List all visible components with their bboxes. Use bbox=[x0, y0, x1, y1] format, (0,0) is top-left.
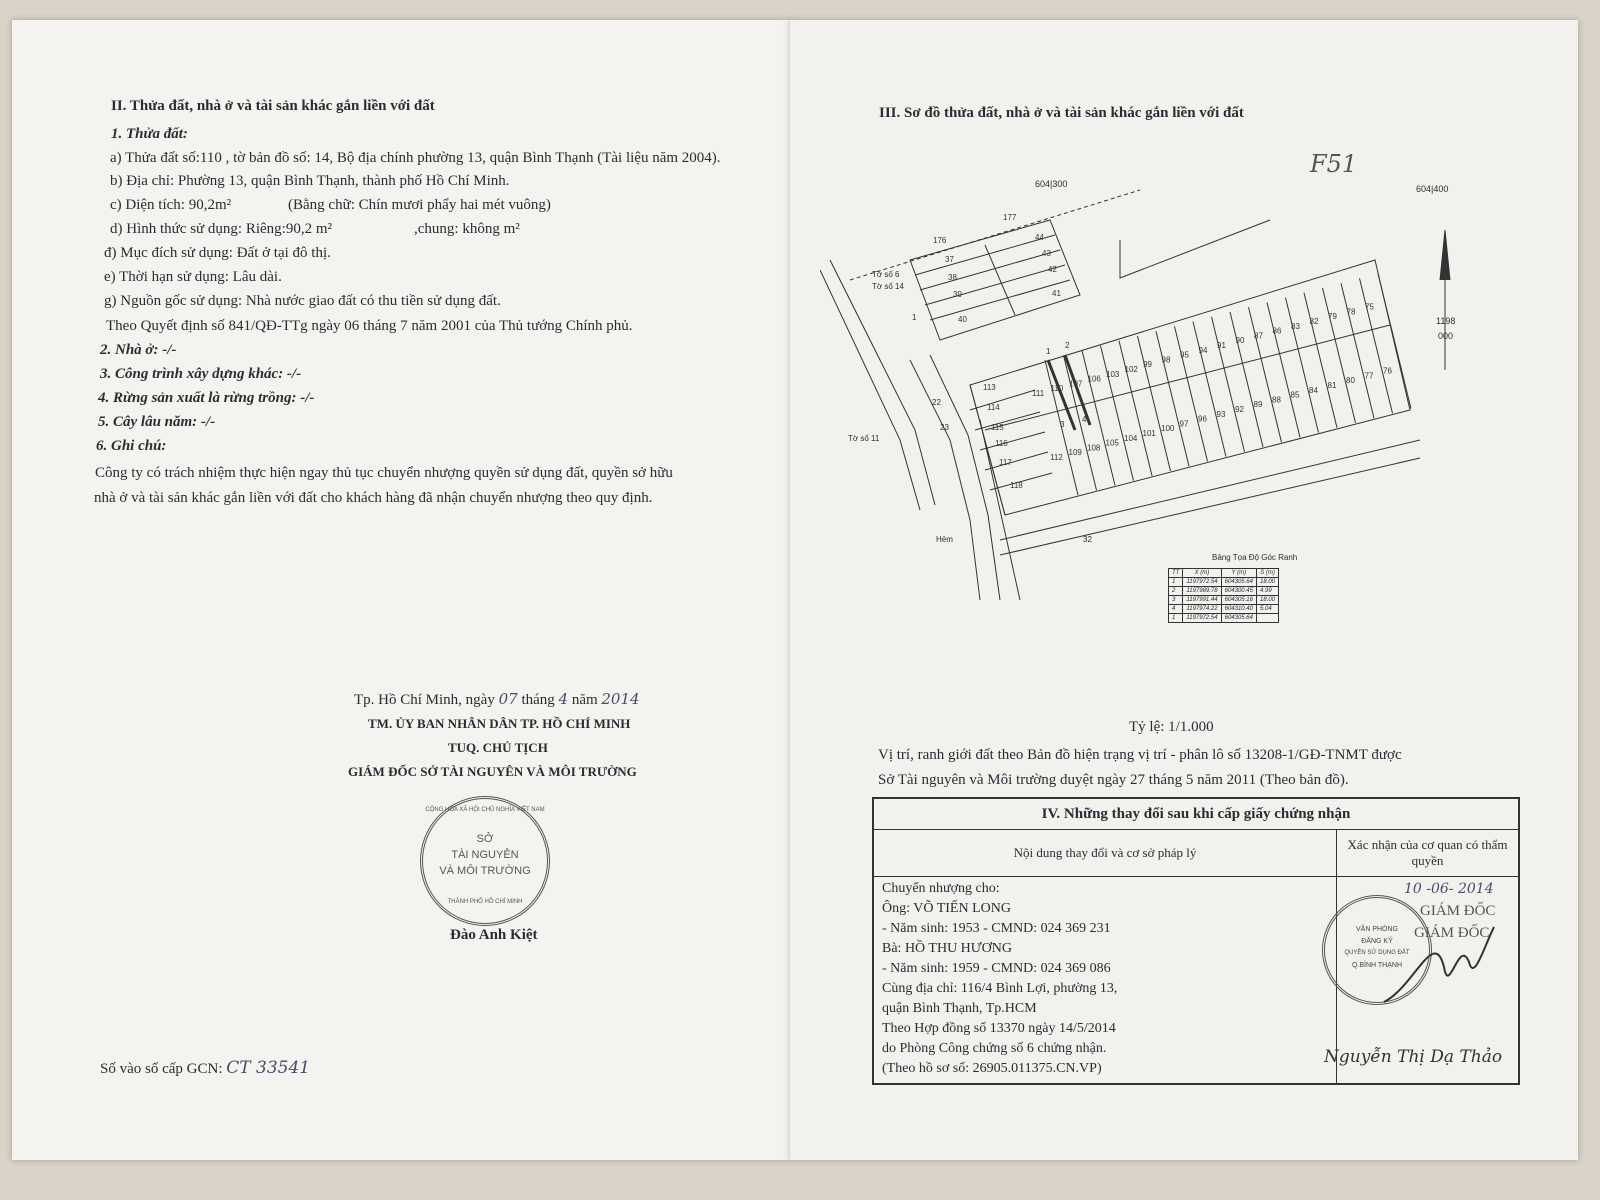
gcn-value: CT 33541 bbox=[226, 1058, 311, 1078]
parcel-line-d-private: d) Hình thức sử dụng: Riêng:90,2 m² bbox=[110, 221, 332, 237]
changes-col2-header: Xác nhận của cơ quan có thẩm quyền bbox=[1347, 837, 1508, 868]
parcel-label: 112 bbox=[1050, 453, 1063, 462]
parcel-label: 92 bbox=[1235, 405, 1244, 414]
changes-header-row bbox=[874, 830, 1518, 877]
change-line: Chuyển nhượng cho: bbox=[882, 881, 1000, 896]
item-4: 4. Rừng sản xuất là rừng trồng: -/- bbox=[98, 390, 315, 406]
parcel-label: 100 bbox=[1161, 424, 1175, 434]
confirm-role-1: GIÁM ĐỐC bbox=[1420, 903, 1496, 919]
confirm-date: 10 -06- 2014 bbox=[1404, 881, 1494, 897]
signer-name: Đào Anh Kiệt bbox=[450, 927, 538, 943]
vertex-label: 3 bbox=[1060, 420, 1065, 429]
parcel-label: 111 bbox=[1032, 389, 1045, 398]
confirm-signature bbox=[1374, 907, 1504, 1017]
parcel-label: 42 bbox=[1048, 265, 1057, 274]
coord-table-cell: 604305.64 bbox=[1221, 578, 1256, 587]
parcel-label: 88 bbox=[1272, 395, 1281, 405]
map-scale: Tỷ lệ: 1/1.000 bbox=[1129, 719, 1214, 735]
change-line: Cùng địa chỉ: 116/4 Bình Lợi, phường 13, bbox=[882, 981, 1118, 996]
parcel-label: 97 bbox=[1179, 419, 1189, 429]
coord-table-title: Bảng Tọa Độ Góc Ranh bbox=[1212, 553, 1298, 562]
item-1-title: 1. Thửa đất: bbox=[111, 126, 188, 142]
parcel-line-a: a) Thửa đất số:110 , tờ bản đồ số: 14, Bộ địa chính phường 13, quận Bình Thạnh (Tài liệu năm 2004). bbox=[110, 150, 721, 166]
vertex-label: 4 bbox=[1082, 415, 1087, 424]
parcel-label: 114 bbox=[987, 403, 1000, 412]
coord-table-cell: 3 bbox=[1169, 596, 1183, 605]
parcel-label: 86 bbox=[1272, 326, 1282, 336]
note-line-2: nhà ở và tài sản khác gắn liền với đất cho khách hàng đã nhận chuyển nhượng theo quy định. bbox=[94, 490, 653, 506]
alley-label: Hẻm bbox=[936, 535, 953, 544]
parcel-boundary bbox=[1360, 278, 1393, 413]
parcel-label: 80 bbox=[1346, 376, 1355, 386]
parcel-label: 39 bbox=[953, 290, 962, 299]
sheet-6-label: Tờ số 6 bbox=[872, 270, 900, 279]
coord-table-cell: 2 bbox=[1169, 587, 1183, 596]
coord-table-cell: 1 bbox=[1169, 578, 1183, 587]
sheet-14-label: Tờ số 14 bbox=[872, 282, 904, 291]
vertex-label: 1 bbox=[1046, 347, 1051, 356]
parcel-line-d-shared: ,chung: không m² bbox=[414, 221, 520, 237]
parcel-label: 91 bbox=[1217, 341, 1226, 350]
parcel-label: 23 bbox=[940, 423, 949, 432]
change-line: Bà: HỒ THU HƯƠNG bbox=[882, 941, 1012, 956]
parcel-label: 104 bbox=[1124, 433, 1138, 443]
grid-label-vert-bottom: 000 bbox=[1438, 331, 1454, 341]
vertex-label: 2 bbox=[1065, 341, 1070, 350]
parcel-map bbox=[820, 160, 1470, 600]
parcel-label: 98 bbox=[1161, 355, 1171, 365]
change-line: quận Bình Thạnh, Tp.HCM bbox=[882, 1001, 1037, 1016]
office-stamp: VĂN PHÒNG ĐĂNG KÝ QUYỀN SỬ DỤNG ĐẤT Q.BÌNH THẠNH bbox=[1322, 895, 1432, 1005]
change-line: - Năm sinh: 1953 - CMND: 024 369 231 bbox=[882, 921, 1111, 936]
parcel-label: 43 bbox=[1042, 249, 1051, 258]
coord-table-cell: 1197974.22 bbox=[1183, 605, 1221, 614]
coord-table-header: Y (m) bbox=[1221, 569, 1256, 578]
parcel-label: 115 bbox=[991, 423, 1004, 432]
item-5: 5. Cây lâu năm: -/- bbox=[98, 414, 216, 430]
position-note-1: Vị trí, ranh giới đất theo Bản đồ hiện trạng vị trí - phân lô số 13208-1/GĐ-TNMT được bbox=[878, 747, 1402, 763]
note-line-1: Công ty có trách nhiệm thực hiện ngay thủ tục chuyển nhượng quyền sử dụng đất, quyền sở hữu bbox=[95, 465, 673, 481]
parcel-label: 116 bbox=[995, 439, 1008, 448]
parcel-label: 83 bbox=[1291, 321, 1300, 331]
coord-table-cell: 1197989.78 bbox=[1183, 587, 1221, 596]
parcel-label: 117 bbox=[999, 458, 1012, 467]
parcel-label: 101 bbox=[1142, 429, 1156, 438]
parcel-label: 79 bbox=[1328, 312, 1337, 322]
sheet-11-label: Tờ số 11 bbox=[848, 434, 880, 443]
parcel-label: 44 bbox=[1035, 233, 1044, 242]
grid-label-right: 604|400 bbox=[1416, 184, 1449, 194]
parcel-line-e: e) Thời hạn sử dụng: Lâu dài. bbox=[104, 269, 282, 285]
parcel-boundary bbox=[1378, 274, 1411, 409]
parcel-label: 118 bbox=[1010, 481, 1023, 490]
issue-date: Tp. Hồ Chí Minh, ngày 07 tháng 4 năm 2014 bbox=[354, 690, 640, 708]
gcn-number: Số vào sổ cấp GCN: CT 33541 bbox=[100, 1058, 311, 1078]
parcel-label: 85 bbox=[1290, 390, 1300, 400]
parcel-label: 41 bbox=[1052, 289, 1061, 298]
parcel-label: 37 bbox=[945, 255, 954, 264]
issue-year: 2014 bbox=[601, 690, 640, 708]
change-line: Ông: VÕ TIẾN LONG bbox=[882, 901, 1011, 916]
parcel-label: 108 bbox=[1087, 443, 1101, 453]
parcel-label: 177 bbox=[1003, 213, 1017, 222]
grid-label-left: 604|300 bbox=[1035, 179, 1068, 189]
change-line: (Theo hồ sơ số: 26905.011375.CN.VP) bbox=[882, 1061, 1102, 1076]
parcel-line-b: b) Địa chỉ: Phường 13, quận Bình Thạnh, thành phố Hồ Chí Minh. bbox=[110, 173, 510, 189]
handwritten-code: F51 bbox=[1310, 150, 1358, 178]
parcel-label: 84 bbox=[1309, 385, 1318, 395]
coord-table-cell: 604310.40 bbox=[1221, 605, 1256, 614]
coord-table-cell: 5.04 bbox=[1256, 605, 1278, 614]
authority-line-2: TUQ. CHỦ TỊCH bbox=[448, 740, 548, 755]
parcel-label: 77 bbox=[1364, 371, 1374, 381]
parcel-label: 78 bbox=[1346, 307, 1356, 317]
parcel-label: 176 bbox=[933, 236, 947, 245]
item-2: 2. Nhà ở: -/- bbox=[100, 342, 177, 358]
coord-table-cell: 4.99 bbox=[1256, 587, 1278, 596]
parcel-line-g-decision: Theo Quyết định số 841/QĐ-TTg ngày 06 tháng 7 năm 2001 của Thủ tướng Chính phủ. bbox=[106, 318, 633, 334]
parcel-label: 76 bbox=[1383, 366, 1392, 376]
changes-body bbox=[874, 877, 1518, 1083]
parcel-label: 110 bbox=[1050, 384, 1064, 394]
item-3: 3. Công trình xây dựng khác: -/- bbox=[100, 366, 302, 382]
parcel-label: 95 bbox=[1180, 350, 1189, 360]
coord-table bbox=[1168, 568, 1279, 623]
issue-day: 07 bbox=[498, 690, 518, 708]
parcel-label: 40 bbox=[958, 315, 967, 324]
coord-table-cell: 1197972.54 bbox=[1183, 578, 1221, 587]
parcel-label: 82 bbox=[1309, 317, 1319, 326]
coord-table-cell: 604300.45 bbox=[1221, 587, 1256, 596]
authority-line-1: TM. ỦY BAN NHÂN DÂN TP. HỒ CHÍ MINH bbox=[368, 716, 631, 731]
parcel-label: 93 bbox=[1216, 409, 1226, 419]
coord-table-cell: 604305.16 bbox=[1221, 596, 1256, 605]
coord-table-header: TT bbox=[1169, 569, 1183, 578]
parcel-label: 107 bbox=[1069, 379, 1083, 389]
parcel-label: 22 bbox=[932, 398, 941, 407]
parcel-label: 1 bbox=[912, 313, 917, 322]
parcel-label: 106 bbox=[1087, 374, 1101, 384]
coord-table-cell bbox=[1256, 614, 1278, 623]
coord-table-cell: 1 bbox=[1169, 614, 1183, 623]
parcel-line-c-words: (Bằng chữ: Chín mươi phẩy hai mét vuông) bbox=[288, 197, 551, 213]
parcel-label: 94 bbox=[1198, 345, 1208, 355]
confirm-signer: Nguyễn Thị Dạ Thảo bbox=[1324, 1047, 1503, 1067]
road-number: 32 bbox=[1083, 535, 1092, 544]
coord-table-header: S (m) bbox=[1256, 569, 1278, 578]
parcel-label: 89 bbox=[1253, 400, 1263, 410]
coord-table-cell: 1197991.44 bbox=[1183, 596, 1221, 605]
issue-month: 4 bbox=[558, 690, 569, 708]
grid-label-vert-top: 1198 bbox=[1436, 316, 1456, 326]
parcel-label: 103 bbox=[1106, 369, 1120, 379]
coord-table-row bbox=[1169, 578, 1279, 587]
confirm-role-2: GIÁM ĐỐC bbox=[1414, 925, 1490, 941]
change-line: do Phòng Công chứng số 6 chứng nhận. bbox=[882, 1041, 1107, 1056]
left-page bbox=[12, 20, 790, 1160]
coord-table-row bbox=[1169, 605, 1279, 614]
coord-table-cell: 4 bbox=[1169, 605, 1183, 614]
parcel-label: 81 bbox=[1327, 381, 1337, 390]
item-6: 6. Ghi chú: bbox=[96, 438, 167, 454]
parcel-label: 75 bbox=[1365, 302, 1374, 312]
department-seal: CỘNG HÒA XÃ HỘI CHỦ NGHĨA VIỆT NAM SỞ TÀI NGUYÊN VÀ MÔI TRƯỜNG THÀNH PHỐ HỒ CHÍ MINH bbox=[420, 796, 550, 926]
parcel-label: 87 bbox=[1254, 331, 1263, 341]
section-2-title: II. Thửa đất, nhà ở và tài sản khác gắn liền với đất bbox=[111, 98, 435, 114]
change-line: Theo Hợp đồng số 13370 ngày 14/5/2014 bbox=[882, 1021, 1116, 1036]
parcel-line-g: g) Nguồn gốc sử dụng: Nhà nước giao đất có thu tiền sử dụng đất. bbox=[104, 293, 501, 309]
parcel-label: 105 bbox=[1105, 438, 1119, 448]
parcel-label: 96 bbox=[1198, 414, 1207, 424]
coord-table-cell: 1197972.54 bbox=[1183, 614, 1221, 623]
parcel-line-c-area: c) Diện tích: 90,2m² bbox=[110, 197, 232, 213]
changes-title: IV. Những thay đổi sau khi cấp giấy chứng nhận bbox=[874, 799, 1518, 830]
section-3-title: III. Sơ đồ thửa đất, nhà ở và tài sản khác gắn liền với đất bbox=[879, 105, 1244, 121]
coord-table-cell: 18.00 bbox=[1256, 596, 1278, 605]
parcel-label: 38 bbox=[948, 273, 957, 282]
parcel-label: 90 bbox=[1235, 336, 1245, 346]
parcel-label: 102 bbox=[1124, 365, 1138, 374]
coord-table-header: X (m) bbox=[1183, 569, 1221, 578]
coord-table-row bbox=[1169, 587, 1279, 596]
position-note-2: Sở Tài nguyên và Môi trường duyệt ngày 27 tháng 5 năm 2011 (Theo bản đồ). bbox=[878, 772, 1349, 788]
changes-col1-header: Nội dung thay đổi và cơ sở pháp lý bbox=[874, 830, 1337, 876]
parcel-label: 99 bbox=[1143, 360, 1152, 370]
parcel-label: 109 bbox=[1068, 448, 1082, 458]
coord-table-row bbox=[1169, 596, 1279, 605]
coord-table-cell: 604305.64 bbox=[1221, 614, 1256, 623]
parcel-label: 113 bbox=[983, 383, 996, 392]
coord-table-row bbox=[1169, 614, 1279, 623]
parcel-line-dd: đ) Mục đích sử dụng: Đất ở tại đô thị. bbox=[104, 245, 331, 261]
coord-table-cell: 18.00 bbox=[1256, 578, 1278, 587]
change-line: - Năm sinh: 1959 - CMND: 024 369 086 bbox=[882, 961, 1111, 976]
authority-line-3: GIÁM ĐỐC SỞ TÀI NGUYÊN VÀ MÔI TRƯỜNG bbox=[348, 764, 637, 779]
changes-table bbox=[872, 797, 1520, 1085]
